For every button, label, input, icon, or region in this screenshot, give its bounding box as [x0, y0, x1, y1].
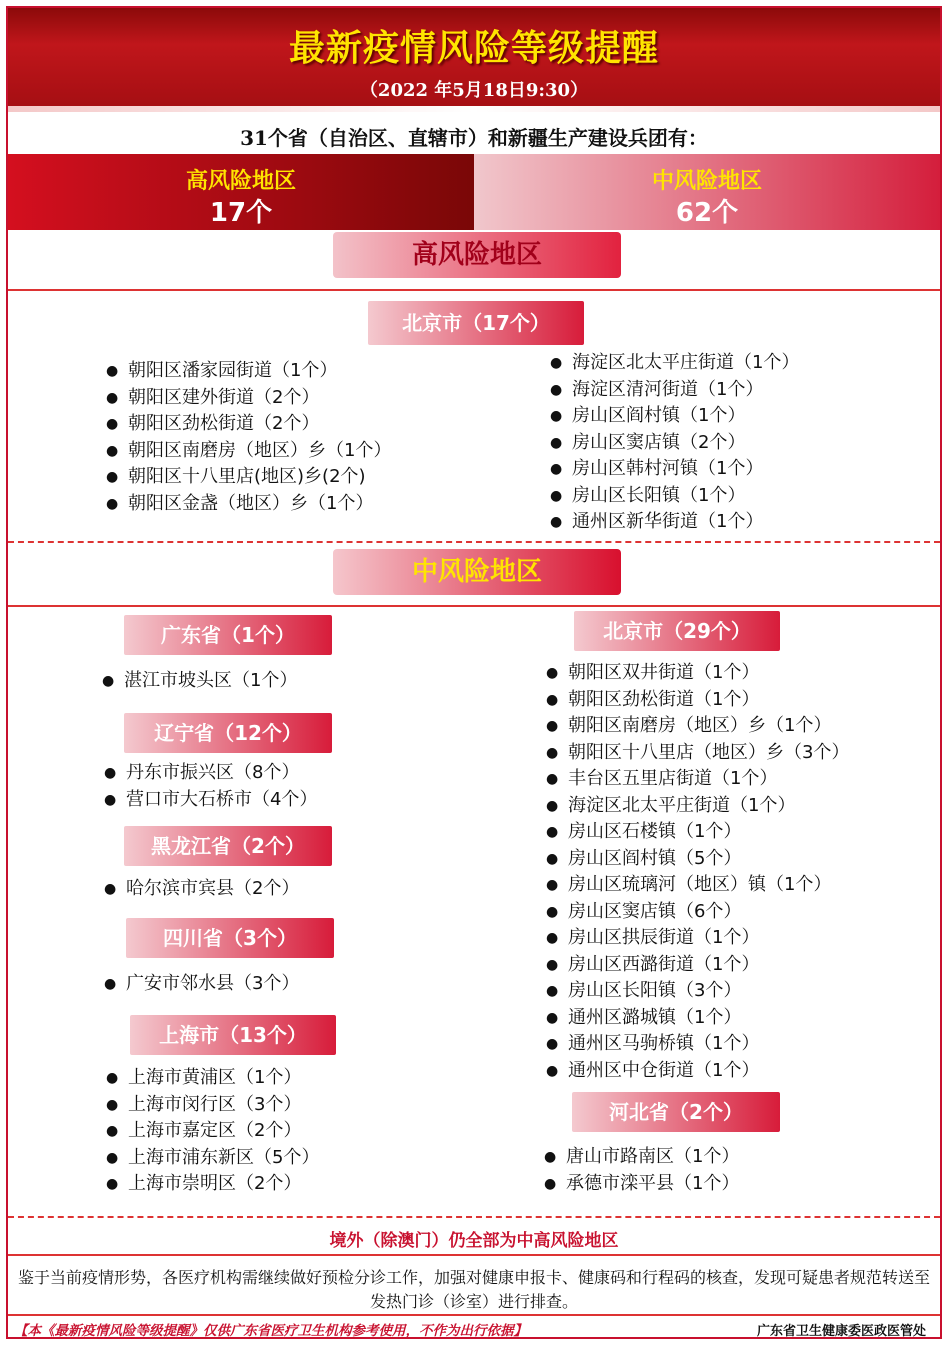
list-item: ● 通州区潞城镇（1个）	[546, 1005, 849, 1032]
list-item: ● 朝阳区劲松街道（1个）	[546, 687, 849, 714]
hebei-list	[544, 1144, 739, 1197]
intro-text: 31个省（自治区、直辖市）和新疆生产建设兵团有：	[240, 126, 708, 150]
list-item: ● 上海市闵行区（3个）	[106, 1092, 319, 1119]
list-item: ● 承德市滦平县（1个）	[544, 1171, 739, 1198]
list-item: ● 房山区石楼镇（1个）	[546, 819, 849, 846]
update-time: （2022 年5月18日9:30）	[359, 80, 589, 101]
region-title-beijing-mid: 北京市（29个）	[574, 611, 780, 651]
list-item: ● 房山区琉璃河（地区）镇（1个）	[546, 872, 849, 899]
list-item: ● 海淀区北太平庄街道（1个）	[550, 350, 799, 377]
mid-risk-count-box	[474, 154, 940, 230]
high-risk-count-box	[8, 154, 474, 230]
divider	[8, 1314, 940, 1316]
issuing-organization: 广东省卫生健康委医政医管处	[756, 1324, 926, 1339]
divider	[8, 1216, 940, 1218]
list-item: ● 朝阳区双井街道（1个）	[546, 660, 849, 687]
list-item: ● 广安市邻水县（3个）	[104, 971, 299, 998]
list-item: ● 唐山市路南区（1个）	[544, 1144, 739, 1171]
region-title-liaoning: 辽宁省（12个）	[124, 713, 332, 753]
list-item: ● 丹东市振兴区（8个）	[104, 760, 317, 787]
list-item: ● 通州区中仓街道（1个）	[546, 1058, 849, 1085]
list-item: ● 朝阳区建外街道（2个）	[106, 385, 391, 412]
guangdong-list	[102, 668, 297, 695]
mid-risk-section-banner: 中风险地区	[333, 549, 621, 595]
list-item: ● 房山区阎村镇（5个）	[546, 846, 849, 873]
list-item: ● 通州区新华街道（1个）	[550, 509, 799, 536]
mid-risk-count-value: 62个	[675, 198, 739, 228]
header-banner	[8, 8, 940, 112]
divider	[8, 1254, 940, 1256]
list-item: ● 房山区窦店镇（2个）	[550, 430, 799, 457]
list-item: ● 房山区长阳镇（3个）	[546, 978, 849, 1005]
high-risk-count-label: 高风险地区	[185, 169, 296, 194]
divider	[8, 605, 940, 607]
list-item: ● 上海市黄浦区（1个）	[106, 1065, 319, 1092]
region-title-sichuan: 四川省（3个）	[126, 918, 334, 958]
list-item: ● 海淀区北太平庄街道（1个）	[546, 793, 849, 820]
list-item: ● 房山区拱辰街道（1个）	[546, 925, 849, 952]
list-item: ● 上海市嘉定区（2个）	[106, 1118, 319, 1145]
sichuan-list	[104, 971, 299, 998]
high-risk-count-value: 17个	[209, 198, 273, 228]
notice-sheet	[6, 6, 942, 1339]
list-item: ● 通州区马驹桥镇（1个）	[546, 1031, 849, 1058]
mid-risk-count-label: 中风险地区	[651, 169, 762, 194]
list-item: ● 上海市浦东新区（5个）	[106, 1145, 319, 1172]
list-item: ● 营口市大石桥市（4个）	[104, 787, 317, 814]
region-title-hebei: 河北省（2个）	[572, 1092, 780, 1132]
list-item: ● 湛江市坡头区（1个）	[102, 668, 297, 695]
high-risk-list-right	[550, 350, 799, 536]
list-item: ● 哈尔滨市宾县（2个）	[104, 876, 299, 903]
region-title-guangdong: 广东省（1个）	[124, 615, 332, 655]
beijing-mid-list	[546, 660, 849, 1084]
high-risk-list-left	[106, 358, 391, 517]
list-item: ● 上海市崇明区（2个）	[106, 1171, 319, 1198]
list-item: ● 朝阳区劲松街道（2个）	[106, 411, 391, 438]
region-title-shanghai: 上海市（13个）	[130, 1015, 336, 1055]
list-item: ● 房山区西潞街道（1个）	[546, 952, 849, 979]
list-item: ● 海淀区清河街道（1个）	[550, 377, 799, 404]
notice-text: 鉴于当前疫情形势，各医疗机构需继续做好预检分诊工作，加强对健康申报卡、健康码和行程码的核查，发现可疑患者规范转送至发热门诊（诊室）进行排查。	[17, 1268, 930, 1311]
list-item: ● 房山区长阳镇（1个）	[550, 483, 799, 510]
region-title-heilongjiang: 黑龙江省（2个）	[124, 826, 332, 866]
shanghai-list	[106, 1065, 319, 1198]
list-item: ● 房山区窦店镇（6个）	[546, 899, 849, 926]
liaoning-list	[104, 760, 317, 813]
page-title: 最新疫情风险等级提醒	[288, 28, 659, 69]
region-title-beijing-high: 北京市（17个）	[368, 301, 584, 345]
disclaimer: 【本《最新疫情风险等级提醒》仅供广东省医疗卫生机构参考使用，不作为出行依据】	[14, 1323, 527, 1339]
list-item: ● 房山区阎村镇（1个）	[550, 403, 799, 430]
list-item: ● 朝阳区潘家园街道（1个）	[106, 358, 391, 385]
overseas-note: 境外（除澳门）仍全部为中高风险地区	[329, 1231, 619, 1251]
list-item: ● 朝阳区金盏（地区）乡（1个）	[106, 491, 391, 518]
divider	[8, 541, 940, 543]
divider	[8, 289, 940, 291]
list-item: ● 朝阳区十八里店(地区)乡(2个)	[106, 464, 391, 491]
heilongjiang-list	[104, 876, 299, 903]
high-risk-section-banner: 高风险地区	[333, 232, 621, 278]
list-item: ● 朝阳区南磨房（地区）乡（1个）	[546, 713, 849, 740]
list-item: ● 丰台区五里店街道（1个）	[546, 766, 849, 793]
list-item: ● 房山区韩村河镇（1个）	[550, 456, 799, 483]
list-item: ● 朝阳区十八里店（地区）乡（3个）	[546, 740, 849, 767]
list-item: ● 朝阳区南磨房（地区）乡（1个）	[106, 438, 391, 465]
